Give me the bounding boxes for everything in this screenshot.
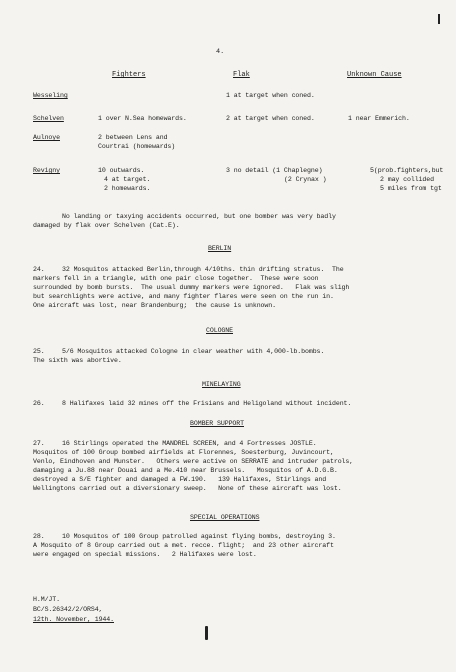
berlin-line-1: 32 Mosquitos attacked Berlin,through 4/10ths. thin drifting stratus. The [62, 266, 344, 273]
bomber-support-line-4: damaging a Ju.88 near Douai and a Me.410 near Brussels. Mosquitos of A.D.G.B. [33, 467, 338, 474]
section-number-26: 26. [33, 400, 45, 407]
footer-ref-initials: H.M/JT. [33, 596, 60, 603]
scan-mark-bottom [205, 626, 208, 640]
revigny-unknown-2: 2 may collided [380, 176, 434, 183]
bomber-support-line-3: Venlo, Eindhoven and Munster. Others were active on SERRATE and intruder patrols, [33, 458, 354, 465]
col-header-unknown: Unknown Cause [347, 71, 402, 79]
revigny-flak-2: (2 Crynax ) [284, 176, 327, 183]
col-header-fighters: Fighters [112, 71, 146, 79]
revigny-fighters-3: 2 homewards. [104, 185, 151, 192]
section-heading-special-operations: SPECIAL OPERATIONS [190, 514, 260, 521]
footer-date: 12th. November, 1944. [33, 616, 114, 623]
cologne-line-1: 5/6 Mosquitos attacked Cologne in clear weather with 4,000-lb.bombs. [62, 348, 325, 355]
special-ops-line-2: A Mosquito of 8 Group carried out a met. recce. flight; and 23 other aircraft [33, 542, 334, 549]
berlin-line-4: but searchlights were active, and many fighter flares were seen on the run in. [33, 293, 334, 300]
section-heading-minelaying: MINELAYING [202, 381, 241, 388]
special-ops-line-1: 10 Mosquitos of 100 Group patrolled against flying bombs, destroying 3. [62, 533, 336, 540]
revigny-fighters-2: 4 at target. [104, 176, 151, 183]
berlin-line-2: markers fell in a triangle, with one pair close together. These were soon [33, 275, 319, 282]
page-number: 4. [216, 48, 225, 56]
section-number-25: 25. [33, 348, 45, 355]
target-schelven: Schelven [33, 115, 64, 122]
revigny-unknown-1: 5(prob.fighters,but [370, 167, 444, 174]
footer-ref-file: BC/S.26342/2/ORS4, [33, 606, 103, 613]
aulnoye-fighters-1: 2 between Lens and [98, 134, 168, 141]
schelven-flak: 2 at target when coned. [226, 115, 315, 122]
revigny-flak-1: 3 no detail (1 Chaplegne) [226, 167, 323, 174]
special-ops-line-3: were engaged on special missions. 2 Halifaxes were lost. [33, 551, 257, 558]
target-aulnoye: Aulnoye [33, 134, 60, 141]
section-number-24: 24. [33, 266, 45, 273]
section-heading-berlin: BERLIN [208, 245, 232, 252]
cologne-line-2: The sixth was abortive. [33, 357, 122, 364]
col-header-flak: Flak [233, 71, 250, 79]
schelven-fighters: 1 over N.Sea homewards. [98, 115, 187, 122]
minelaying-line-1: 8 Halifaxes laid 32 mines off the Frisians and Heligoland without incident. [62, 400, 352, 407]
target-wesseling: Wesseling [33, 92, 68, 99]
schelven-unknown: 1 near Emmerich. [348, 115, 410, 122]
bomber-support-line-2: Mosquitos of 100 Group bombed airfields at Florennes, Soesterburg, Juvincourt, [33, 449, 334, 456]
revigny-unknown-3: 5 miles from tgt [380, 185, 442, 192]
berlin-line-5: One aircraft was lost, near Brandenburg; the cause is unknown. [33, 302, 276, 309]
bomber-support-line-1: 16 Stirlings operated the MANDREL SCREEN, and 4 Fortresses JOSTLE. [62, 440, 317, 447]
wesseling-flak: 1 at target when coned. [226, 92, 315, 99]
bomber-support-line-5: destroyed a S/E fighter and damaged a FW.190. 139 Halifaxes, Stirlings and [33, 476, 327, 483]
bomber-support-line-6: Wellingtons carried out a diversionary sweep. None of these aircraft was lost. [33, 485, 342, 492]
target-revigny: Revigny [33, 167, 60, 174]
note-line-1: No landing or taxying accidents occurred, but one bomber was very badly [62, 213, 336, 220]
section-number-27: 27. [33, 440, 45, 447]
section-heading-bomber-support: BOMBER SUPPORT [190, 420, 244, 427]
revigny-fighters-1: 10 outwards. [98, 167, 145, 174]
scan-mark-top-right [438, 14, 440, 24]
berlin-line-3: surrounded by bomb bursts. The usual dummy markers were ignored. Flak was sligh [33, 284, 350, 291]
section-heading-cologne: COLOGNE [206, 327, 233, 334]
aulnoye-fighters-2: Courtrai (homewards) [98, 143, 176, 150]
section-number-28: 28. [33, 533, 45, 540]
note-line-2: damaged by flak over Schelven (Cat.E). [33, 222, 180, 229]
